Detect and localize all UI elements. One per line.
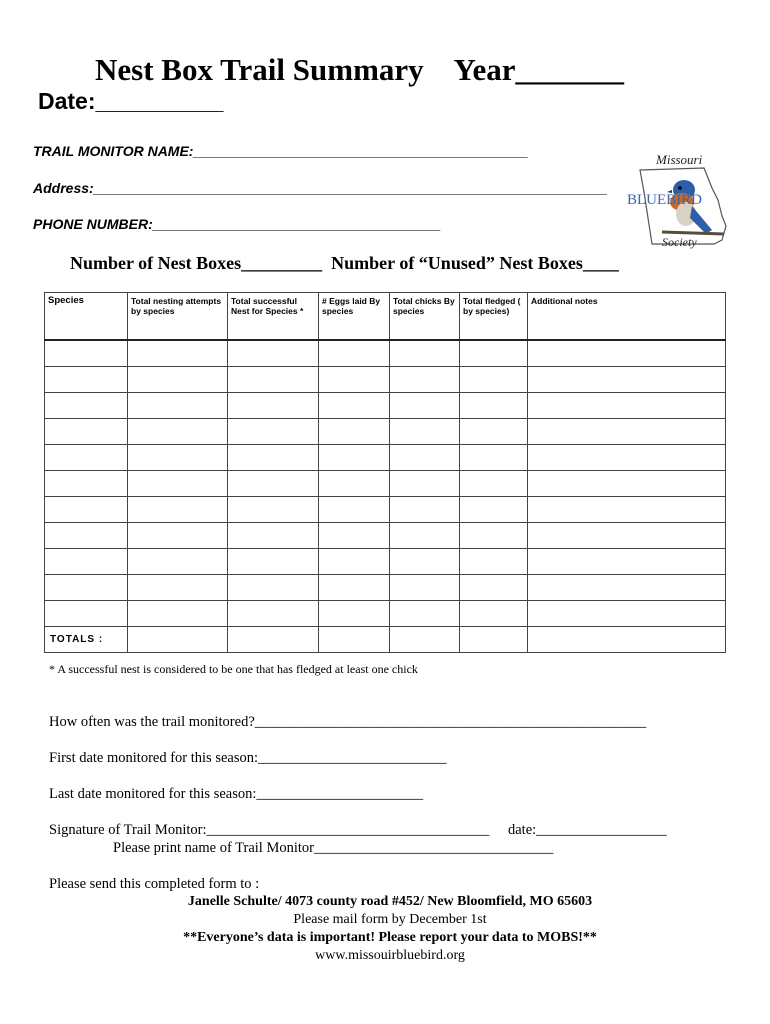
table-cell[interactable] (319, 340, 390, 367)
table-cell[interactable] (319, 575, 390, 601)
logo-bottom-text: Society (662, 235, 697, 249)
table-cell[interactable] (319, 393, 390, 419)
table-cell[interactable] (45, 471, 128, 497)
table-cell[interactable] (45, 497, 128, 523)
table-cell[interactable] (45, 419, 128, 445)
table-cell[interactable] (528, 497, 726, 523)
table-cell[interactable] (228, 497, 319, 523)
table-cell[interactable] (128, 419, 228, 445)
table-cell[interactable] (45, 393, 128, 419)
table-row (45, 367, 726, 393)
table-cell[interactable] (528, 445, 726, 471)
table-cell[interactable] (390, 523, 460, 549)
nest-summary-table (44, 292, 726, 653)
table-cell[interactable] (460, 601, 528, 627)
column-header-total-fledged: Total fledged ( by species) (460, 293, 528, 341)
table-cell[interactable] (528, 627, 726, 653)
table-cell[interactable] (128, 601, 228, 627)
signature-date-field[interactable]: date:__________________ (508, 822, 667, 838)
missouri-bluebird-society-logo (622, 148, 732, 253)
table-cell[interactable] (319, 445, 390, 471)
table-cell[interactable] (228, 627, 319, 653)
nest-box-counts-field[interactable]: Number of Nest Boxes_________ Number of “Unused” Nest Boxes____ (70, 253, 619, 273)
column-header-additional-notes: Additional notes (528, 293, 726, 341)
table-cell[interactable] (45, 523, 128, 549)
table-cell[interactable] (460, 340, 528, 367)
importance-note: **Everyone’s data is important! Please report your data to MOBS!** (183, 930, 597, 945)
table-cell[interactable] (460, 549, 528, 575)
table-row (45, 549, 726, 575)
logo-top-text: Missouri (656, 152, 703, 167)
table-cell[interactable] (528, 575, 726, 601)
trail-monitor-name-field[interactable]: TRAIL MONITOR NAME:___________________________________________ (33, 143, 529, 159)
table-cell[interactable] (319, 367, 390, 393)
table-cell[interactable] (228, 575, 319, 601)
table-cell[interactable] (128, 445, 228, 471)
column-header-species: Species (45, 293, 128, 341)
table-cell[interactable] (128, 340, 228, 367)
column-header-successful-nests: Total successful Nest for Species * (228, 293, 319, 341)
table-cell[interactable] (319, 497, 390, 523)
table-cell[interactable] (528, 419, 726, 445)
table-row (45, 471, 726, 497)
table-cell[interactable] (390, 367, 460, 393)
table-cell[interactable] (460, 367, 528, 393)
table-cell[interactable] (45, 549, 128, 575)
table-cell[interactable] (319, 627, 390, 653)
table-cell[interactable] (460, 523, 528, 549)
table-row (45, 523, 726, 549)
table-cell[interactable] (460, 471, 528, 497)
date-field[interactable]: Date:__________ (38, 88, 224, 114)
table-cell[interactable] (390, 340, 460, 367)
totals-row (45, 627, 726, 653)
table-cell[interactable] (128, 471, 228, 497)
table-cell[interactable] (390, 445, 460, 471)
table-cell[interactable] (228, 393, 319, 419)
table-row (45, 575, 726, 601)
table-cell[interactable] (460, 445, 528, 471)
first-date-field[interactable]: First date monitored for this season:__________________________ (49, 750, 447, 766)
table-cell[interactable] (390, 627, 460, 653)
table-cell[interactable] (460, 575, 528, 601)
table-cell[interactable] (528, 523, 726, 549)
column-header-nesting-attempts: Total nesting attempts by species (128, 293, 228, 341)
table-cell[interactable] (228, 340, 319, 367)
table-cell[interactable] (128, 549, 228, 575)
table-cell[interactable] (528, 340, 726, 367)
table-row (45, 445, 726, 471)
address-field[interactable]: Address:__________________________________________________________________ (33, 180, 608, 196)
table-cell[interactable] (460, 419, 528, 445)
table-cell[interactable] (528, 601, 726, 627)
table-cell[interactable] (228, 367, 319, 393)
table-cell[interactable] (228, 549, 319, 575)
table-row (45, 340, 726, 367)
table-cell[interactable] (528, 367, 726, 393)
table-cell[interactable] (228, 471, 319, 497)
mail-deadline: Please mail form by December 1st (293, 912, 487, 927)
table-cell[interactable] (390, 393, 460, 419)
table-cell[interactable] (45, 367, 128, 393)
table-cell[interactable] (390, 601, 460, 627)
last-date-field[interactable]: Last date monitored for this season:_______________________ (49, 786, 424, 802)
table-header-row (45, 293, 726, 341)
print-name-field[interactable]: Please print name of Trail Monitor_________________________________ (113, 840, 554, 856)
table-row (45, 419, 726, 445)
table-cell[interactable] (228, 523, 319, 549)
table-cell[interactable] (228, 445, 319, 471)
table-row (45, 601, 726, 627)
table-cell[interactable] (228, 419, 319, 445)
table-cell[interactable] (460, 627, 528, 653)
table-cell[interactable] (460, 393, 528, 419)
table-cell[interactable] (45, 445, 128, 471)
table-row (45, 497, 726, 523)
logo-middle-text: BLUEBIRD (627, 192, 702, 208)
mailing-address: Janelle Schulte/ 4073 county road #452/ New Bloomfield, MO 65603 (187, 894, 593, 909)
table-cell[interactable] (528, 393, 726, 419)
monitoring-frequency-field[interactable]: How often was the trail monitored?______________________________________________________ (49, 714, 647, 730)
table-cell[interactable] (319, 419, 390, 445)
table-cell[interactable] (390, 419, 460, 445)
column-header-total-chicks: Total chicks By species (390, 293, 460, 341)
table-cell[interactable] (128, 627, 228, 653)
signature-field[interactable]: Signature of Trail Monitor:_______________________________________ (49, 822, 490, 838)
successful-nest-footnote: * A successful nest is considered to be one that has fledged at least one chick (49, 662, 418, 676)
table-row (45, 393, 726, 419)
table-cell[interactable] (390, 549, 460, 575)
table-cell[interactable] (45, 575, 128, 601)
table-cell[interactable] (319, 471, 390, 497)
column-header-eggs-laid: # Eggs laid By species (319, 293, 390, 341)
table-cell[interactable] (390, 575, 460, 601)
table-cell[interactable] (528, 471, 726, 497)
table-cell[interactable] (319, 601, 390, 627)
table-cell[interactable] (319, 523, 390, 549)
table-cell[interactable] (390, 471, 460, 497)
table-cell[interactable] (45, 601, 128, 627)
totals-label: TOTALS : (45, 627, 128, 653)
phone-number-field[interactable]: PHONE NUMBER:_____________________________________ (33, 216, 441, 232)
table-cell[interactable] (128, 497, 228, 523)
table-cell[interactable] (128, 575, 228, 601)
table-cell[interactable] (45, 340, 128, 367)
send-instructions: Please send this completed form to : (49, 876, 260, 892)
page-title: Nest Box Trail Summary Year_______ (95, 52, 624, 87)
table-cell[interactable] (319, 549, 390, 575)
table-cell[interactable] (128, 523, 228, 549)
website-link[interactable]: www.missouirbluebird.org (315, 948, 465, 963)
table-cell[interactable] (128, 367, 228, 393)
table-cell[interactable] (528, 549, 726, 575)
table-cell[interactable] (390, 497, 460, 523)
table-cell[interactable] (460, 497, 528, 523)
table-cell[interactable] (128, 393, 228, 419)
table-cell[interactable] (228, 601, 319, 627)
